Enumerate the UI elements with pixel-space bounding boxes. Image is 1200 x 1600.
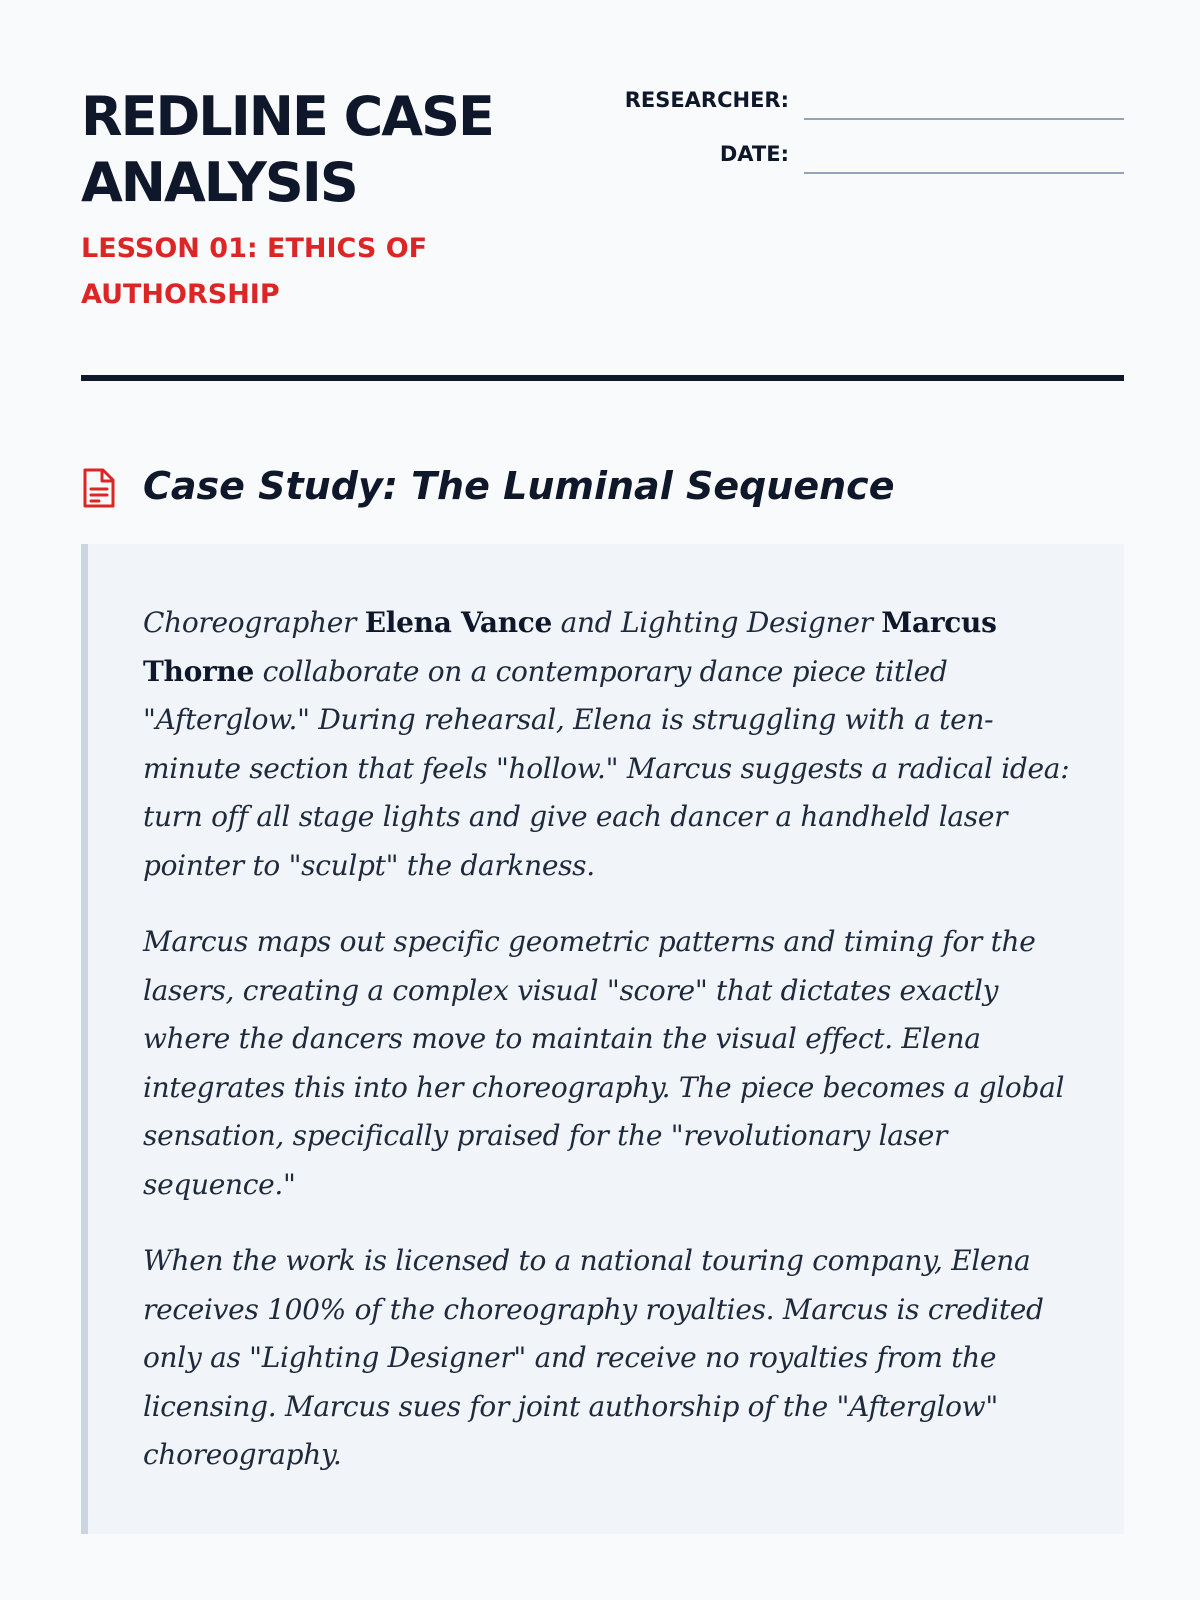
page-title: REDLINE CASE ANALYSIS <box>81 85 493 214</box>
researcher-field[interactable] <box>804 118 1124 120</box>
worksheet-page <box>81 0 1124 1600</box>
researcher-row <box>594 80 1124 134</box>
case-paragraph-3: When the work is licensed to a national touring company, Elena receives 100% of the choreography royalties. Marcus is credited only as "Lighting Designer" and receive no royalties from the licensing. Marcus sues for joint authorship of the "Afterglow" choreography. <box>143 1244 1044 1471</box>
case-title: Case Study: The Luminal Sequence <box>143 464 895 508</box>
header-divider <box>81 375 1124 381</box>
worksheet-header <box>81 80 1124 320</box>
p1-text-1: Choreographer <box>143 606 365 639</box>
case-paragraph-1 <box>143 599 1074 890</box>
name-elena: Elena Vance <box>364 606 553 639</box>
case-paragraph-2: Marcus maps out specific geometric patterns and timing for the lasers, creating a complex visual "score" that dictates exactly where the dancers move to maintain the visual effect. Elena integrates this into her choreography. The piece becomes a global sensation, specifically praised for the "revolutionary laser sequence." <box>143 925 1065 1201</box>
case-text-box <box>81 544 1124 1534</box>
meta-fields <box>594 80 1124 188</box>
p1-text-3: collaborate on a contemporary dance piece titled "Afterglow." During rehearsal, Elena is struggling with a ten-minute section that feels "hollow." Marcus suggests a radical idea: turn off all stage lights and give each dancer a handheld laser pointer to "sculpt" the darkness. <box>143 654 1070 882</box>
date-row <box>594 134 1124 188</box>
date-label: DATE: <box>719 142 789 166</box>
p1-text-2: and Lighting Designer <box>552 606 882 639</box>
case-heading <box>81 460 1124 510</box>
date-field[interactable] <box>804 172 1124 174</box>
lesson-subtitle: LESSON 01: ETHICS OF AUTHORSHIP <box>81 233 428 310</box>
document-icon <box>81 468 117 508</box>
researcher-label: RESEARCHER: <box>624 88 789 112</box>
name-marcus: Marcus Thorne <box>143 606 997 688</box>
